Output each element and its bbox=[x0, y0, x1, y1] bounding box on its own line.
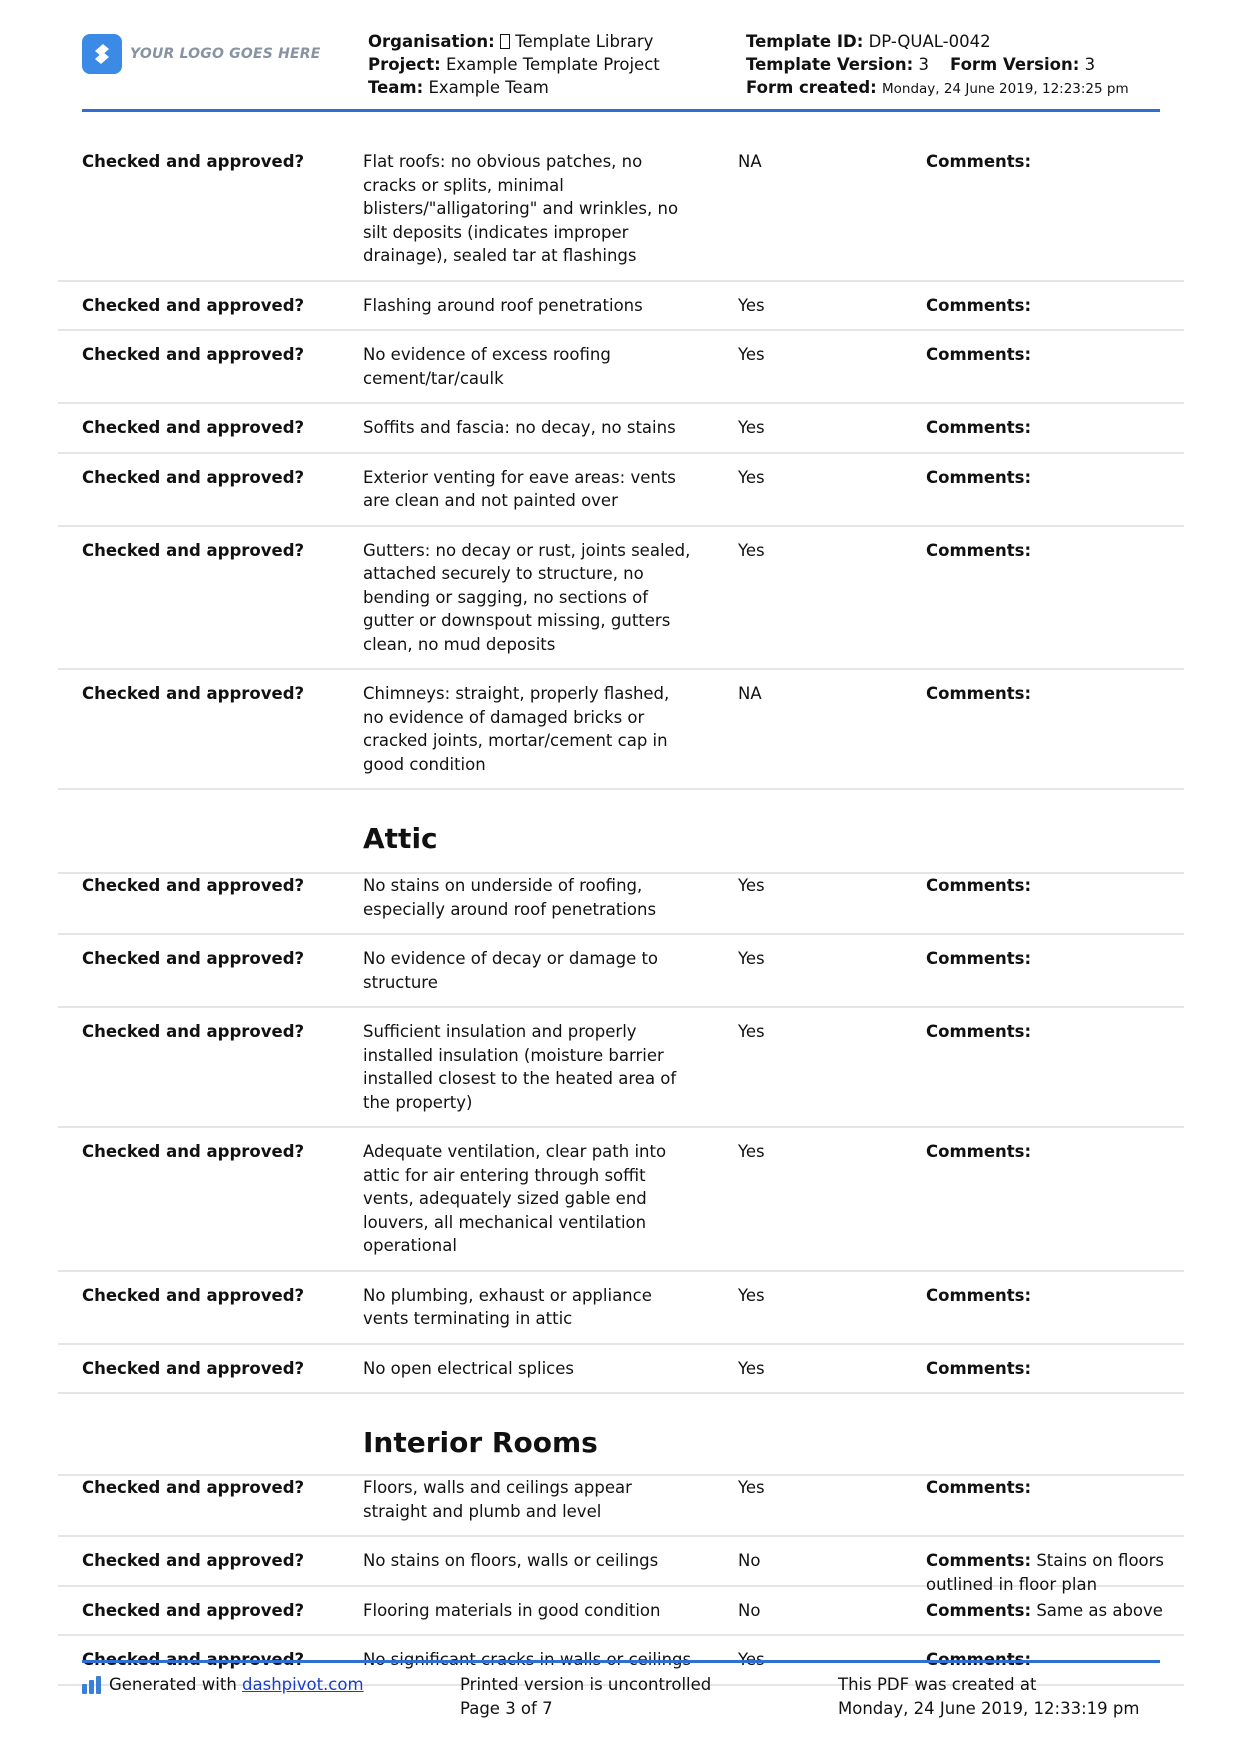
checklist-status: Yes bbox=[738, 1142, 765, 1161]
comments-label: Comments: bbox=[926, 1600, 1032, 1620]
checked-approved-label: Checked and approved? bbox=[82, 1285, 305, 1305]
checklist-row bbox=[58, 416, 1184, 454]
checklist-item-text: No evidence of decay or damage to structure bbox=[363, 949, 659, 992]
checklist-status: Yes bbox=[738, 949, 765, 968]
checklist-row bbox=[58, 947, 1184, 1008]
checked-approved-label: Checked and approved? bbox=[82, 152, 305, 171]
checklist-item-text: No open electrical splices bbox=[363, 1358, 574, 1378]
form-created-value: Monday, 24 June 2019, 12:23:25 pm bbox=[882, 81, 1129, 97]
checklist-row bbox=[58, 466, 1184, 527]
footer-created-info bbox=[838, 1673, 1139, 1720]
comments-cell bbox=[926, 1549, 1166, 1596]
checked-approved-label: Checked and approved? bbox=[82, 1022, 305, 1041]
checklist-item-text: Flat roofs: no obvious patches, no cracks or splits, minimal blisters/"alligatoring" and wrinkles, no silt deposits (indicates improper drainage), sealed tar at flashings bbox=[363, 152, 679, 265]
checklist-status: Yes bbox=[738, 295, 765, 315]
form-version-label: Form Version: bbox=[949, 55, 1080, 74]
checklist-status: Yes bbox=[738, 1478, 765, 1497]
checklist-group-interior bbox=[58, 1476, 1184, 1686]
comments-label: Comments: bbox=[926, 1551, 1032, 1570]
header-template-info bbox=[746, 30, 1129, 101]
checked-approved-label: Checked and approved? bbox=[82, 1358, 305, 1378]
checklist-item-text: Adequate ventilation, clear path into attic for air entering through soffit vents, adequately sized gable end louvers, all mechanical ventilation operational bbox=[363, 1142, 667, 1255]
header-divider bbox=[82, 109, 1160, 112]
comments-cell bbox=[926, 294, 1166, 318]
section-title-interior-rooms: Interior Rooms bbox=[363, 1426, 598, 1459]
comments-label: Comments: bbox=[926, 1022, 1032, 1041]
checklist-item-text: No evidence of excess roofing cement/tar/caulk bbox=[363, 345, 611, 388]
comments-label: Comments: bbox=[926, 152, 1032, 171]
checklist-status: No bbox=[738, 1551, 761, 1570]
comments-label: Comments: bbox=[926, 684, 1032, 703]
checklist-status: Yes bbox=[738, 1285, 765, 1305]
logo-icon bbox=[82, 34, 122, 74]
checklist-item-text: Flooring materials in good condition bbox=[363, 1600, 661, 1620]
checked-approved-label: Checked and approved? bbox=[82, 684, 305, 703]
comments-label: Comments: bbox=[926, 467, 1032, 487]
generated-text: Generated with bbox=[109, 1675, 243, 1694]
team-value: Example Team bbox=[428, 78, 549, 97]
pdf-created-label: This PDF was created at bbox=[838, 1675, 1037, 1694]
checklist-row bbox=[58, 1599, 1184, 1637]
comments-cell bbox=[926, 1020, 1166, 1044]
template-id-value: DP-QUAL-0042 bbox=[868, 32, 991, 51]
checklist-item-text: No stains on underside of roofing, especially around roof penetrations bbox=[363, 876, 657, 919]
checklist-group-roof bbox=[58, 150, 1184, 790]
checklist-status: Yes bbox=[738, 540, 765, 560]
checklist-item-text: No stains on floors, walls or ceilings bbox=[363, 1551, 659, 1570]
comments-value: Stains on floors outlined in floor plan bbox=[926, 1551, 1165, 1594]
checked-approved-label: Checked and approved? bbox=[82, 418, 305, 437]
checked-approved-label: Checked and approved? bbox=[82, 1551, 305, 1570]
form-created-label: Form created: bbox=[746, 78, 877, 97]
template-id-label: Template ID: bbox=[746, 32, 864, 51]
template-version-label: Template Version: bbox=[746, 55, 914, 74]
comments-cell bbox=[926, 466, 1166, 490]
checklist-status: Yes bbox=[738, 345, 765, 364]
comments-label: Comments: bbox=[926, 876, 1032, 895]
dashpivot-icon bbox=[82, 1676, 101, 1694]
project-label: Project: bbox=[368, 55, 441, 74]
checked-approved-label: Checked and approved? bbox=[82, 467, 305, 487]
footer-page-info bbox=[460, 1673, 711, 1720]
checklist-status: NA bbox=[738, 684, 762, 703]
company-logo bbox=[82, 34, 321, 74]
checklist-status: Yes bbox=[738, 1022, 765, 1041]
checklist-item-text: Chimneys: straight, properly flashed, no evidence of damaged bricks or cracked joints, mortar/cement cap in good condition bbox=[363, 684, 670, 774]
checklist-status: NA bbox=[738, 152, 762, 171]
comments-cell bbox=[926, 416, 1166, 440]
organisation-label: Organisation: bbox=[368, 32, 495, 51]
checklist-item-text: Soffits and fascia: no decay, no stains bbox=[363, 418, 676, 437]
section-title-attic: Attic bbox=[363, 822, 438, 855]
section-interior-rooms bbox=[58, 1406, 1184, 1476]
comments-cell bbox=[926, 150, 1166, 174]
comments-value: Same as above bbox=[1031, 1600, 1163, 1620]
organisation-icon bbox=[500, 34, 510, 49]
checked-approved-label: Checked and approved? bbox=[82, 295, 305, 315]
checklist-table bbox=[58, 150, 1184, 1698]
checklist-row bbox=[58, 874, 1184, 935]
page-header bbox=[82, 30, 1160, 112]
comments-cell bbox=[926, 947, 1166, 971]
checklist-row bbox=[58, 1476, 1184, 1537]
checklist-group-attic bbox=[58, 874, 1184, 1394]
checklist-item-text: Floors, walls and ceilings appear straight and plumb and level bbox=[363, 1478, 632, 1521]
checklist-row bbox=[58, 1357, 1184, 1395]
footer-divider bbox=[82, 1660, 1160, 1663]
checklist-row bbox=[58, 294, 1184, 332]
comments-cell bbox=[926, 1284, 1166, 1308]
comments-label: Comments: bbox=[926, 295, 1032, 315]
checklist-item-text: No plumbing, exhaust or appliance vents terminating in attic bbox=[363, 1285, 652, 1328]
comments-label: Comments: bbox=[926, 540, 1032, 560]
checklist-item-text: Flashing around roof penetrations bbox=[363, 295, 643, 315]
checklist-row bbox=[58, 1549, 1184, 1594]
comments-label: Comments: bbox=[926, 1478, 1032, 1497]
checklist-item-text: Exterior venting for eave areas: vents are clean and not painted over bbox=[363, 467, 676, 510]
checklist-row bbox=[58, 1020, 1184, 1128]
project-value: Example Template Project bbox=[445, 55, 660, 74]
comments-label: Comments: bbox=[926, 949, 1032, 968]
checked-approved-label: Checked and approved? bbox=[82, 876, 305, 895]
comments-cell bbox=[926, 1357, 1166, 1381]
checked-approved-label: Checked and approved? bbox=[82, 949, 305, 968]
checklist-row bbox=[58, 343, 1184, 404]
comments-cell bbox=[926, 1140, 1166, 1164]
checklist-item-text: Sufficient insulation and properly installed insulation (moisture barrier installed closest to the heated area of the property) bbox=[363, 1022, 677, 1112]
checklist-item-text: Gutters: no decay or rust, joints sealed, attached securely to structure, no bending or sagging, no sections of gutter or downspout missing, gutters clean, no mud deposits bbox=[363, 540, 691, 654]
pdf-created-date: Monday, 24 June 2019, 12:33:19 pm bbox=[838, 1698, 1140, 1718]
comments-label: Comments: bbox=[926, 1142, 1032, 1161]
checked-approved-label: Checked and approved? bbox=[82, 345, 305, 364]
comments-cell bbox=[926, 874, 1166, 898]
dashpivot-link[interactable]: dashpivot.com bbox=[242, 1675, 364, 1694]
checklist-status: Yes bbox=[738, 418, 765, 437]
section-attic bbox=[58, 802, 1184, 874]
page-number: Page 3 of 7 bbox=[460, 1698, 553, 1718]
checked-approved-label: Checked and approved? bbox=[82, 540, 305, 560]
header-project-info bbox=[368, 30, 660, 99]
organisation-value: Template Library bbox=[509, 32, 654, 51]
comments-label: Comments: bbox=[926, 418, 1032, 437]
comments-cell bbox=[926, 1599, 1166, 1623]
comments-label: Comments: bbox=[926, 1358, 1032, 1378]
footer-generated bbox=[82, 1673, 364, 1697]
checklist-status: Yes bbox=[738, 876, 765, 895]
comments-cell bbox=[926, 682, 1166, 706]
checklist-row bbox=[58, 1140, 1184, 1272]
form-version-value: 3 bbox=[1084, 55, 1096, 74]
checklist-status: Yes bbox=[738, 467, 765, 487]
checklist-status: Yes bbox=[738, 1358, 765, 1378]
template-version-value: 3 bbox=[918, 55, 929, 74]
comments-cell bbox=[926, 1476, 1166, 1500]
checklist-row bbox=[58, 539, 1184, 671]
comments-label: Comments: bbox=[926, 345, 1032, 364]
checklist-row bbox=[58, 150, 1184, 282]
comments-label: Comments: bbox=[926, 1285, 1032, 1305]
comments-cell bbox=[926, 539, 1166, 563]
checked-approved-label: Checked and approved? bbox=[82, 1142, 305, 1161]
comments-cell bbox=[926, 343, 1166, 367]
team-label: Team: bbox=[368, 78, 424, 97]
logo-text: YOUR LOGO GOES HERE bbox=[130, 46, 321, 62]
checked-approved-label: Checked and approved? bbox=[82, 1600, 305, 1620]
checklist-row bbox=[58, 682, 1184, 790]
uncontrolled-notice: Printed version is uncontrolled bbox=[460, 1675, 712, 1694]
checklist-status: No bbox=[738, 1600, 761, 1620]
checklist-row bbox=[58, 1284, 1184, 1345]
checked-approved-label: Checked and approved? bbox=[82, 1478, 305, 1497]
